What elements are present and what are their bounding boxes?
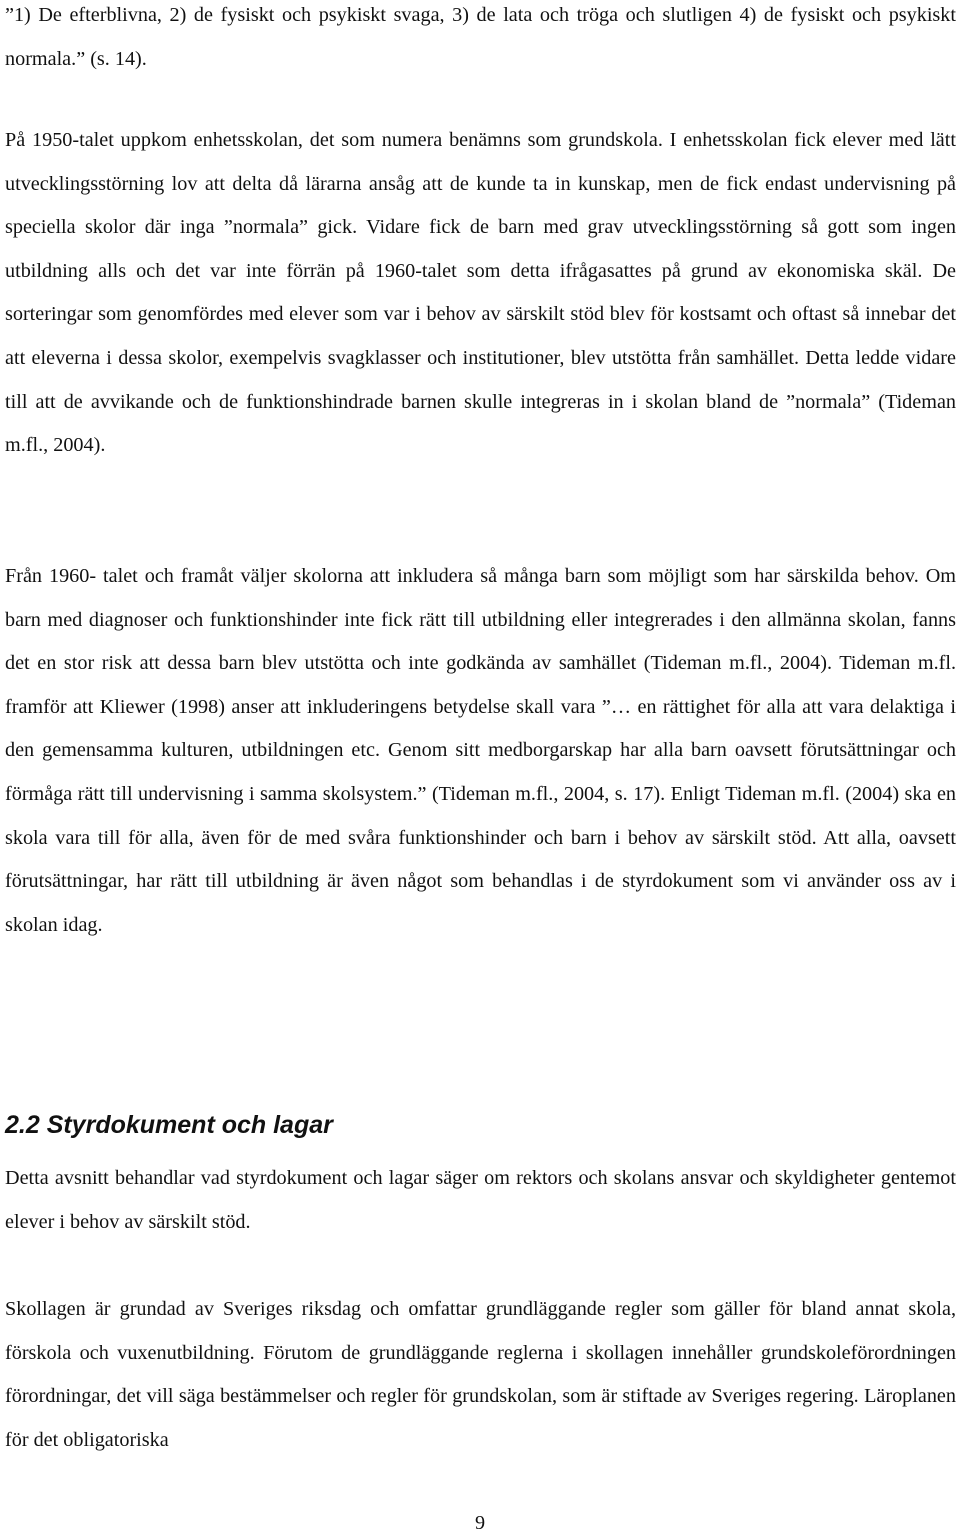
quote-paragraph: ”1) De efterblivna, 2) de fysiskt och psykiskt svaga, 3) de lata och tröga och slutligen 4) de fysiskt och psykiskt normala.” (s. 14). [5,4,956,70]
body-paragraph-enhetsskolan: På 1950-talet uppkom enhetsskolan, det som numera benämns som grundskola. I enhetsskolan fick elever med lätt utvecklingsstörning lov att delta då lärarna ansåg att de kunde ta in kunskap, men de fick endast undervisning på speciella skolor där inga ”normala” gick. Vidare fick de barn med grav utvecklingsstörning så gott som ingen utbildning alls och det var inte förrän på 1960-talet som detta ifrågasattes på grund av ekonomiska skäl. De sorteringar som genomfördes med elever som var i behov av särskilt stöd blev för kostsamt och oftast så innebar det att eleverna i dessa skolor, exempelvis svagklasser och institutioner, blev utstötta från samhället. Detta ledde vidare till att de avvikande och de funktionshindrade barnen skulle integreras in i skolan bland de ”normala” (Tideman m.fl., 2004). [5,129,956,457]
section-intro-paragraph: Detta avsnitt behandlar vad styrdokument och lagar säger om rektors och skolans ansvar och skyldigheter gentemot elever i behov av särskilt stöd. [5,1167,956,1233]
section-heading: 2.2 Styrdokument och lagar [5,1111,333,1139]
page-number: 9 [474,1512,486,1534]
body-paragraph-inkludering: Från 1960- talet och framåt väljer skolorna att inkludera så många barn som möjligt som har särskilda behov. Om barn med diagnoser och funktionshinder inte fick rätt till utbildning eller integrerades i den allmänna skolan, fanns det en stor risk att dessa barn blev utstötta och inte godkända av samhället (Tideman m.fl., 2004). Tideman m.fl. framför att Kliewer (1998) anser att inkluderingens betydelse skall vara ”… en rättighet för alla att vara delaktiga i den gemensamma kulturen, utbildningen etc. Genom sitt medborgarskap har alla barn oavsett förutsättningar och förmåga rätt till undervisning i samma skolsystem.” (Tideman m.fl., 2004, s. 17). Enligt Tideman m.fl. (2004) ska en skola vara till för alla, även för de med svåra funktionshinder och barn i behov av särskilt stöd. Att alla, oavsett förutsättningar, har rätt till utbildning är även något som behandlas i de styrdokument som vi använder oss av i skolan idag. [5,565,956,936]
body-paragraph-skollagen: Skollagen är grundad av Sveriges riksdag och omfattar grundläggande regler som gäller för bland annat skola, förskola och vuxenutbildning. Förutom de grundläggande reglerna i skollagen innehåller grundskoleförordningen förordningar, det vill säga bestämmelser och regler för grundskolan, som är stiftade av Sveriges regering. Läroplanen för det obligatoriska [5,1298,956,1451]
